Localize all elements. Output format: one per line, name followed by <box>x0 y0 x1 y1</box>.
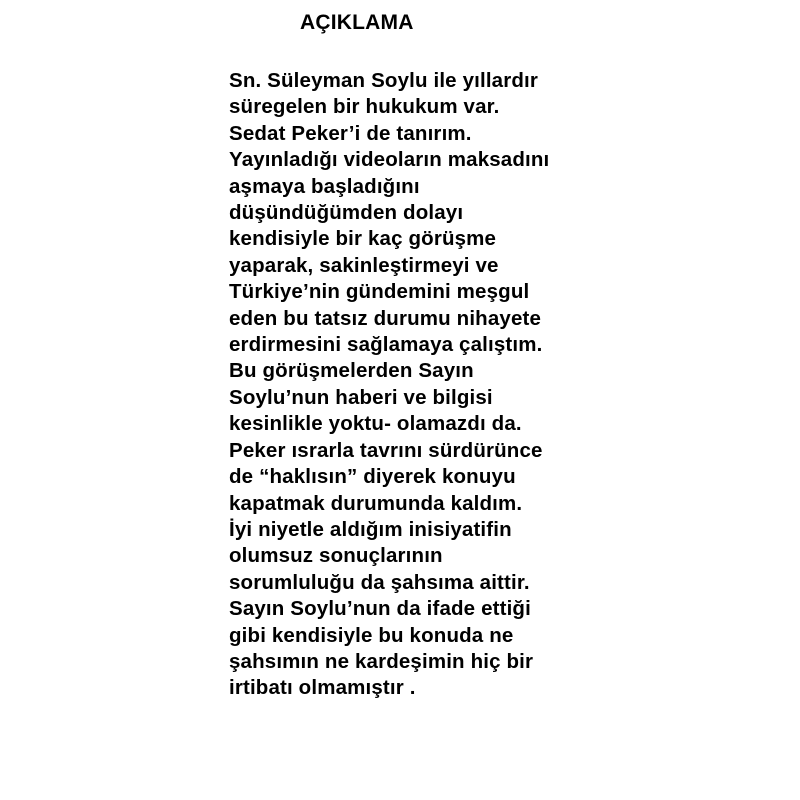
statement-line: olumsuz sonuçlarının <box>229 544 443 568</box>
statement-body <box>229 68 599 702</box>
statement-line: düşündüğümden dolayı <box>229 201 464 225</box>
statement-line: eden bu tatsız durumu nihayete <box>229 306 542 330</box>
statement-line: Bu görüşmelerden Sayın <box>229 359 474 383</box>
statement-line: erdirmesini sağlamaya çalıştım. <box>229 333 543 357</box>
statement-line: gibi kendisiyle bu konuda ne <box>229 623 514 647</box>
statement-line: Sedat Peker’i de tanırım. <box>229 121 472 145</box>
document-title: AÇIKLAMA <box>300 11 414 34</box>
statement-line: kesinlikle yoktu- olamazdı da. <box>229 412 522 436</box>
statement-line: Sayın Soylu’nun da ifade ettiği <box>229 597 531 621</box>
statement-line: İyi niyetle aldığım inisiyatifin <box>229 517 512 541</box>
statement-line: Türkiye’nin gündemini meşgul <box>229 280 530 304</box>
statement-line: süregelen bir hukukum var. <box>229 95 500 119</box>
statement-line: kapatmak durumunda kaldım. <box>229 491 523 515</box>
statement-line: Soylu’nun haberi ve bilgisi <box>229 385 493 409</box>
statement-line: Sn. Süleyman Soylu ile yıllardır <box>229 69 538 92</box>
statement-line: irtibatı olmamıştır . <box>229 676 416 700</box>
statement-line: Peker ısrarla tavrını sürdürünce <box>229 438 543 462</box>
statement-line: şahsımın ne kardeşimin hiç bir <box>229 649 534 673</box>
statement-line: yaparak, sakinleştirmeyi ve <box>229 253 499 277</box>
statement-line: aşmaya başladığını <box>229 174 420 198</box>
statement-line: kendisiyle bir kaç görüşme <box>229 227 497 251</box>
statement-line: de “haklısın” diyerek konuyu <box>229 465 516 489</box>
statement-line: sorumluluğu da şahsıma aittir. <box>229 570 530 594</box>
statement-line: Yayınladığı videoların maksadını <box>229 148 550 172</box>
